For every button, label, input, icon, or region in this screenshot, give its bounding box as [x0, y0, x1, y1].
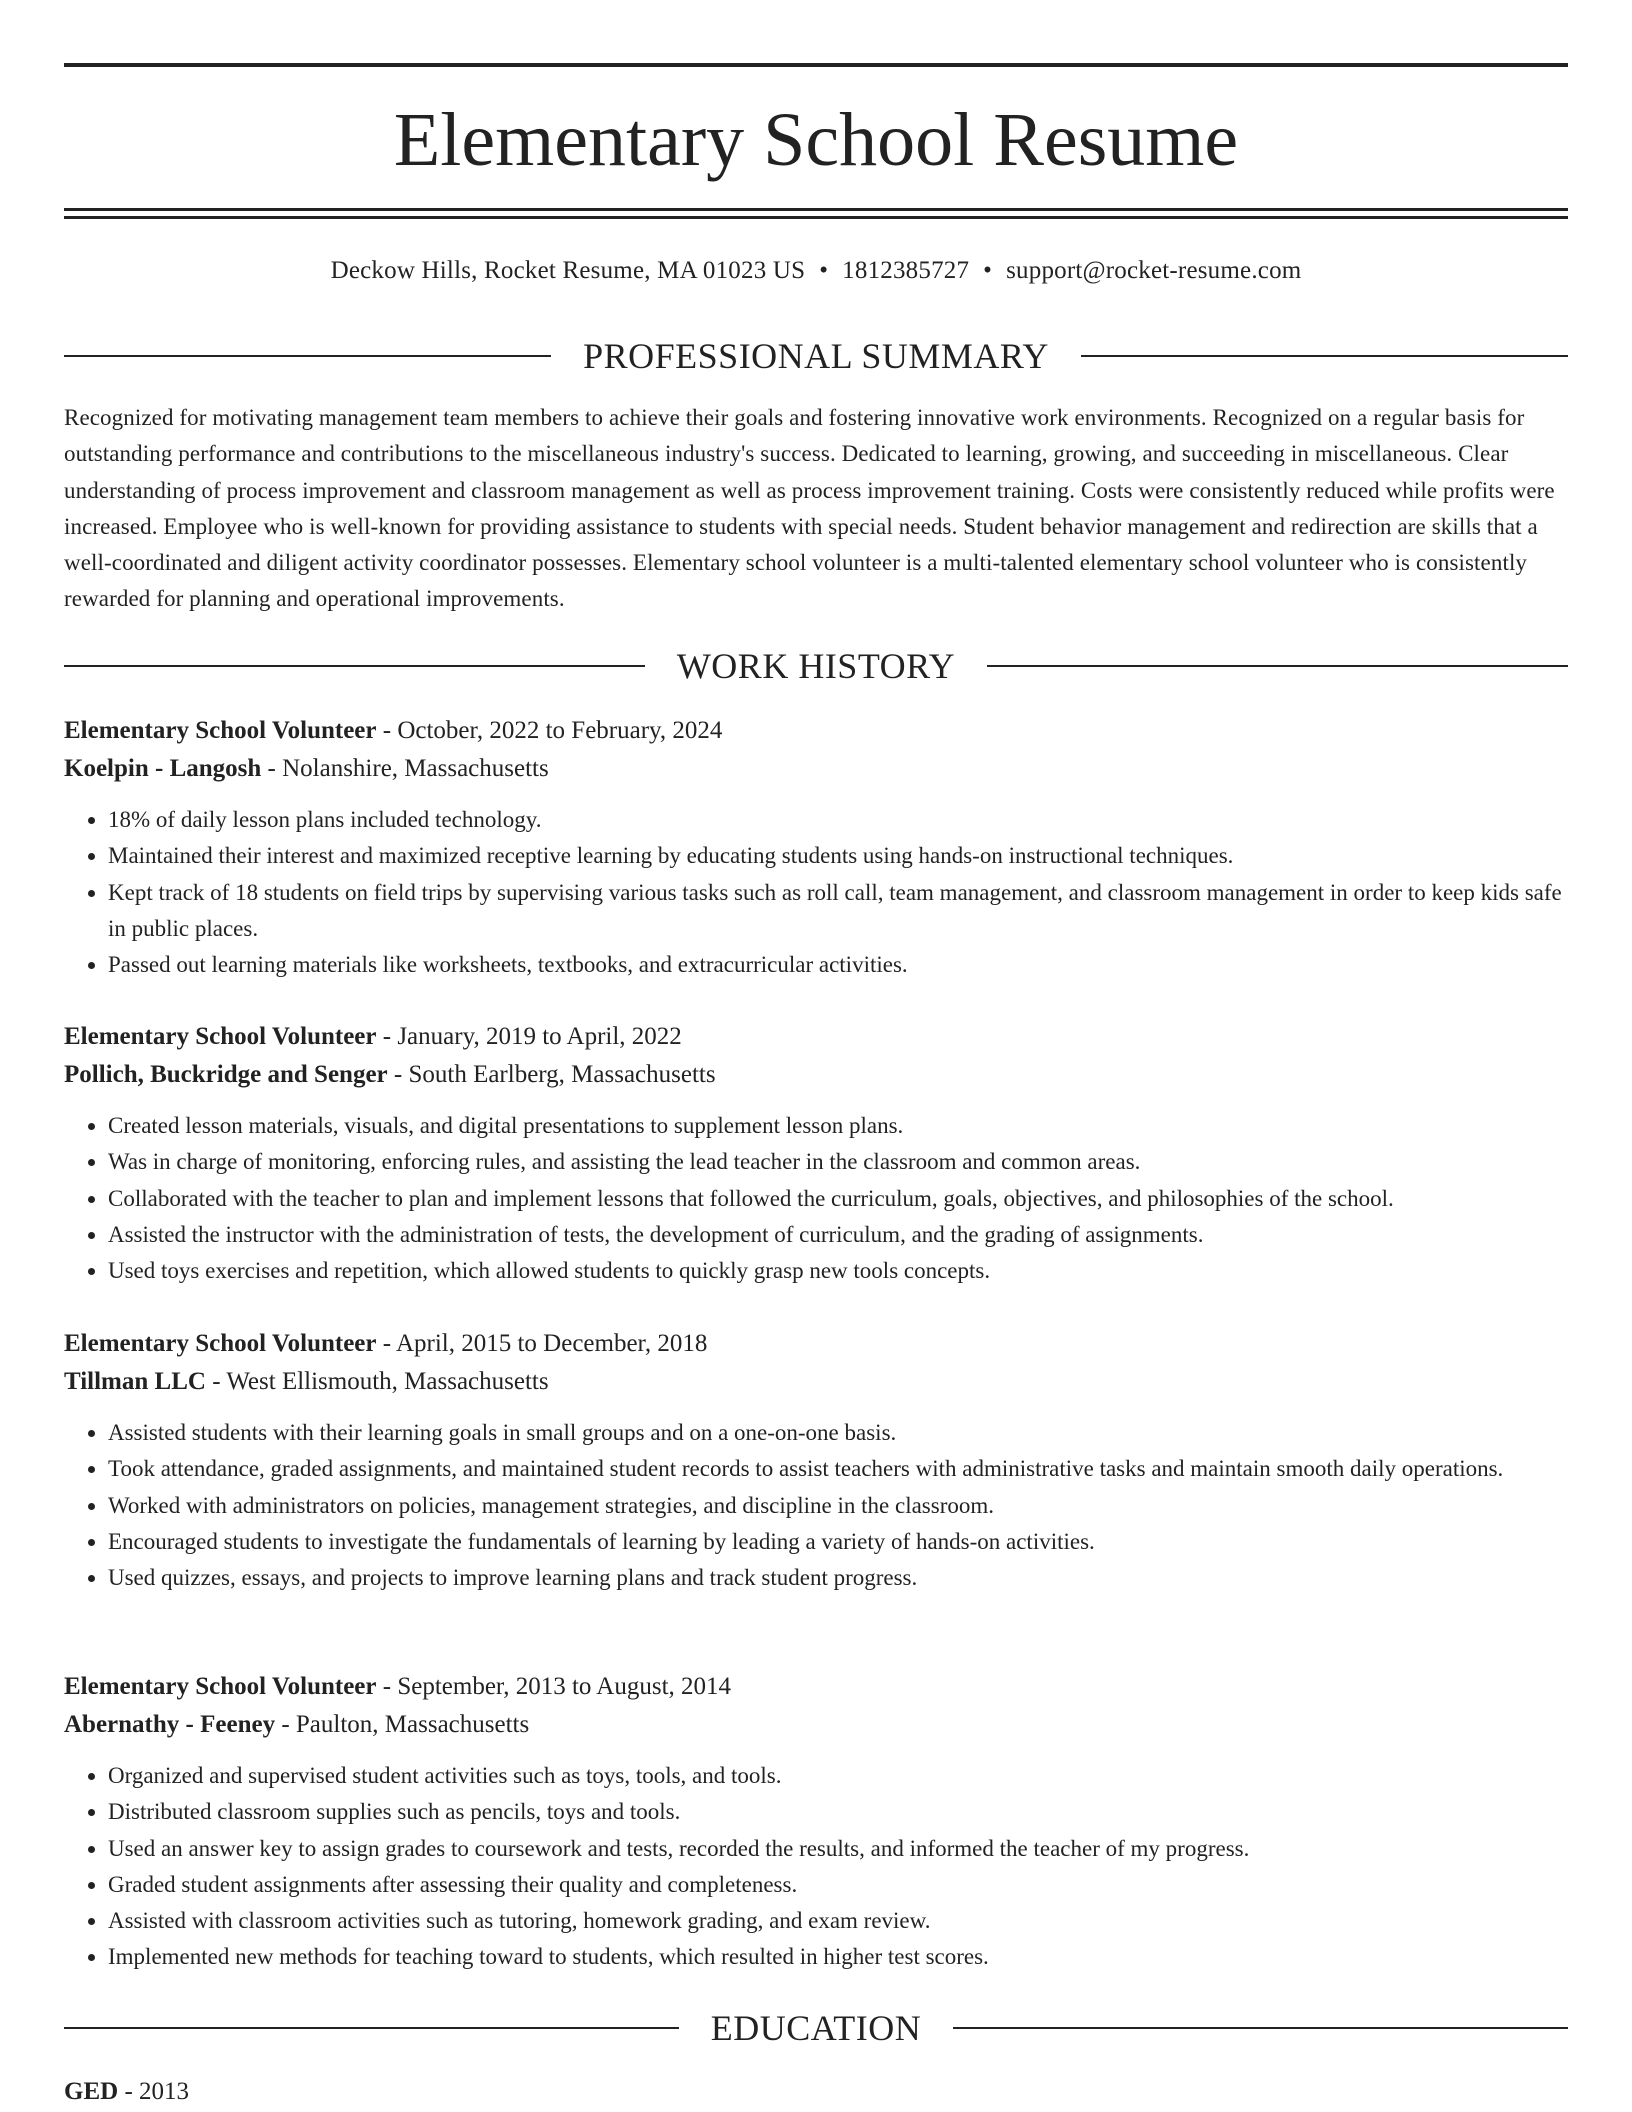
job-company: Pollich, Buckridge and Senger — [64, 1061, 388, 1088]
job-bullet: • Was in charge of monitoring, enforcing rules, and assisting the lead teacher in the classroom and common areas. — [108, 1144, 1568, 1180]
section-title-summary: PROFESSIONAL SUMMARY — [583, 336, 1049, 376]
contact-separator: • — [819, 257, 829, 284]
education-entry — [64, 2074, 1568, 2110]
resume-title: Elementary School Resume — [393, 98, 1239, 182]
job-entry — [64, 1668, 1568, 1976]
section-rule-right — [987, 665, 1568, 667]
job-dates: - October, 2022 to February, 2024 — [376, 717, 723, 744]
job-bullet: • Used an answer key to assign grades to coursework and tests, recorded the results, and informed the teacher of my progress. — [108, 1831, 1568, 1867]
section-rule-left — [64, 665, 645, 667]
job-bullets — [64, 1108, 1568, 1289]
section-header-summary — [64, 334, 1568, 378]
job-bullet: • Took attendance, graded assignments, and maintained student records to assist teachers with administrative tasks and maintain smooth daily operations. — [108, 1451, 1568, 1487]
section-title-education: EDUCATION — [710, 2008, 922, 2048]
job-bullet: • Assisted the instructor with the administration of tests, the development of curriculum, and the grading of assignments. — [108, 1217, 1568, 1253]
header-double-rule-upper — [64, 208, 1568, 211]
job-bullets — [64, 802, 1568, 983]
contact-phone: 1812385727 — [842, 257, 970, 284]
job-bullet: • Encouraged students to investigate the fundamentals of learning by leading a variety of hands-on activities. — [108, 1524, 1568, 1560]
job-location: - Paulton, Massachusetts — [275, 1711, 530, 1738]
job-company: Abernathy - Feeney — [64, 1711, 276, 1738]
job-bullet: • Distributed classroom supplies such as pencils, toys and tools. — [108, 1794, 1568, 1830]
job-bullet: • Used toys exercises and repetition, which allowed students to quickly grasp new tools concepts. — [108, 1253, 1568, 1289]
job-title: Elementary School Volunteer — [64, 1673, 377, 1700]
job-location: - Nolanshire, Massachusetts — [261, 755, 549, 782]
job-bullet: • Collaborated with the teacher to plan and implement lessons that followed the curriculum, goals, objectives, and philosophies of the school. — [108, 1181, 1568, 1217]
job-bullet: • Passed out learning materials like worksheets, textbooks, and extracurricular activities. — [108, 947, 1568, 983]
job-title-line — [64, 1325, 1568, 1363]
section-rule-left — [64, 2027, 679, 2029]
job-bullet: • Assisted students with their learning goals in small groups and on a one-on-one basis. — [108, 1415, 1568, 1451]
contact-email: support@rocket-resume.com — [1006, 257, 1302, 284]
job-bullet: • Implemented new methods for teaching toward to students, which resulted in higher test scores. — [108, 1939, 1568, 1975]
section-header-work-history — [64, 644, 1568, 688]
section-rule-left — [64, 355, 551, 357]
job-entry — [64, 712, 1568, 983]
job-title-line — [64, 1668, 1568, 1706]
job-company: Tillman LLC — [64, 1368, 206, 1395]
education-degree: GED — [64, 2078, 119, 2105]
section-rule-right — [1081, 355, 1568, 357]
job-title: Elementary School Volunteer — [64, 717, 377, 744]
job-bullet: • Worked with administrators on policies, management strategies, and discipline in the classroom. — [108, 1488, 1568, 1524]
job-bullet: • Graded student assignments after assessing their quality and completeness. — [108, 1867, 1568, 1903]
contact-separator: • — [983, 257, 993, 284]
job-location: - South Earlberg, Massachusetts — [387, 1061, 716, 1088]
job-bullet: • Used quizzes, essays, and projects to improve learning plans and track student progress. — [108, 1560, 1568, 1596]
job-company-line — [64, 750, 1568, 788]
contact-line — [64, 254, 1568, 288]
job-bullet: • Organized and supervised student activities such as toys, tools, and tools. — [108, 1758, 1568, 1794]
job-dates: - January, 2019 to April, 2022 — [376, 1023, 682, 1050]
job-company-line — [64, 1706, 1568, 1744]
job-title-line — [64, 712, 1568, 750]
job-bullet: • Created lesson materials, visuals, and digital presentations to supplement lesson plans. — [108, 1108, 1568, 1144]
job-entry — [64, 1325, 1568, 1596]
section-rule-right — [953, 2027, 1568, 2029]
job-company-line — [64, 1363, 1568, 1401]
education-year: - 2013 — [118, 2078, 190, 2105]
header-top-rule — [64, 63, 1568, 67]
job-bullets — [64, 1758, 1568, 1976]
job-entry — [64, 1018, 1568, 1289]
job-bullet: • 18% of daily lesson plans included technology. — [108, 802, 1568, 838]
job-dates: - April, 2015 to December, 2018 — [376, 1330, 708, 1357]
job-company-line — [64, 1056, 1568, 1094]
job-company: Koelpin - Langosh — [64, 755, 262, 782]
section-title-work-history: WORK HISTORY — [676, 646, 956, 686]
job-bullet: • Kept track of 18 students on field trips by supervising various tasks such as roll call, team management, and classroom management in order to keep kids safe in public places. — [108, 875, 1568, 948]
contact-address: Deckow Hills, Rocket Resume, MA 01023 US — [330, 257, 806, 284]
professional-summary-text: Recognized for motivating management team members to achieve their goals and fostering innovative work environments. Recognized on a regular basis for outstanding performance and contributions to the miscellaneous industry's success. Dedicated to learning, growing, and succeeding in miscellaneous. Clear understanding of process improvement and classroom management as well as process improvement training. Costs were consistently reduced while profits were increased. Employee who is well-known for providing assistance to students with special needs. Student behavior management and redirection are skills that a well-coordinated and diligent activity coordinator possesses. Elementary school volunteer is a multi-talented elementary school volunteer who is consistently rewarded for planning and operational improvements. — [64, 405, 1555, 612]
job-location: - West Ellismouth, Massachusetts — [205, 1368, 549, 1395]
job-bullet: • Maintained their interest and maximized receptive learning by educating students using hands-on instructional techniques. — [108, 838, 1568, 874]
section-header-education — [64, 2006, 1568, 2050]
job-title-line — [64, 1018, 1568, 1056]
job-dates: - September, 2013 to August, 2014 — [376, 1673, 732, 1700]
job-title: Elementary School Volunteer — [64, 1023, 377, 1050]
job-bullets — [64, 1415, 1568, 1596]
job-title: Elementary School Volunteer — [64, 1330, 377, 1357]
job-bullet: • Assisted with classroom activities such as tutoring, homework grading, and exam review. — [108, 1903, 1568, 1939]
header-double-rule-lower — [64, 216, 1568, 219]
